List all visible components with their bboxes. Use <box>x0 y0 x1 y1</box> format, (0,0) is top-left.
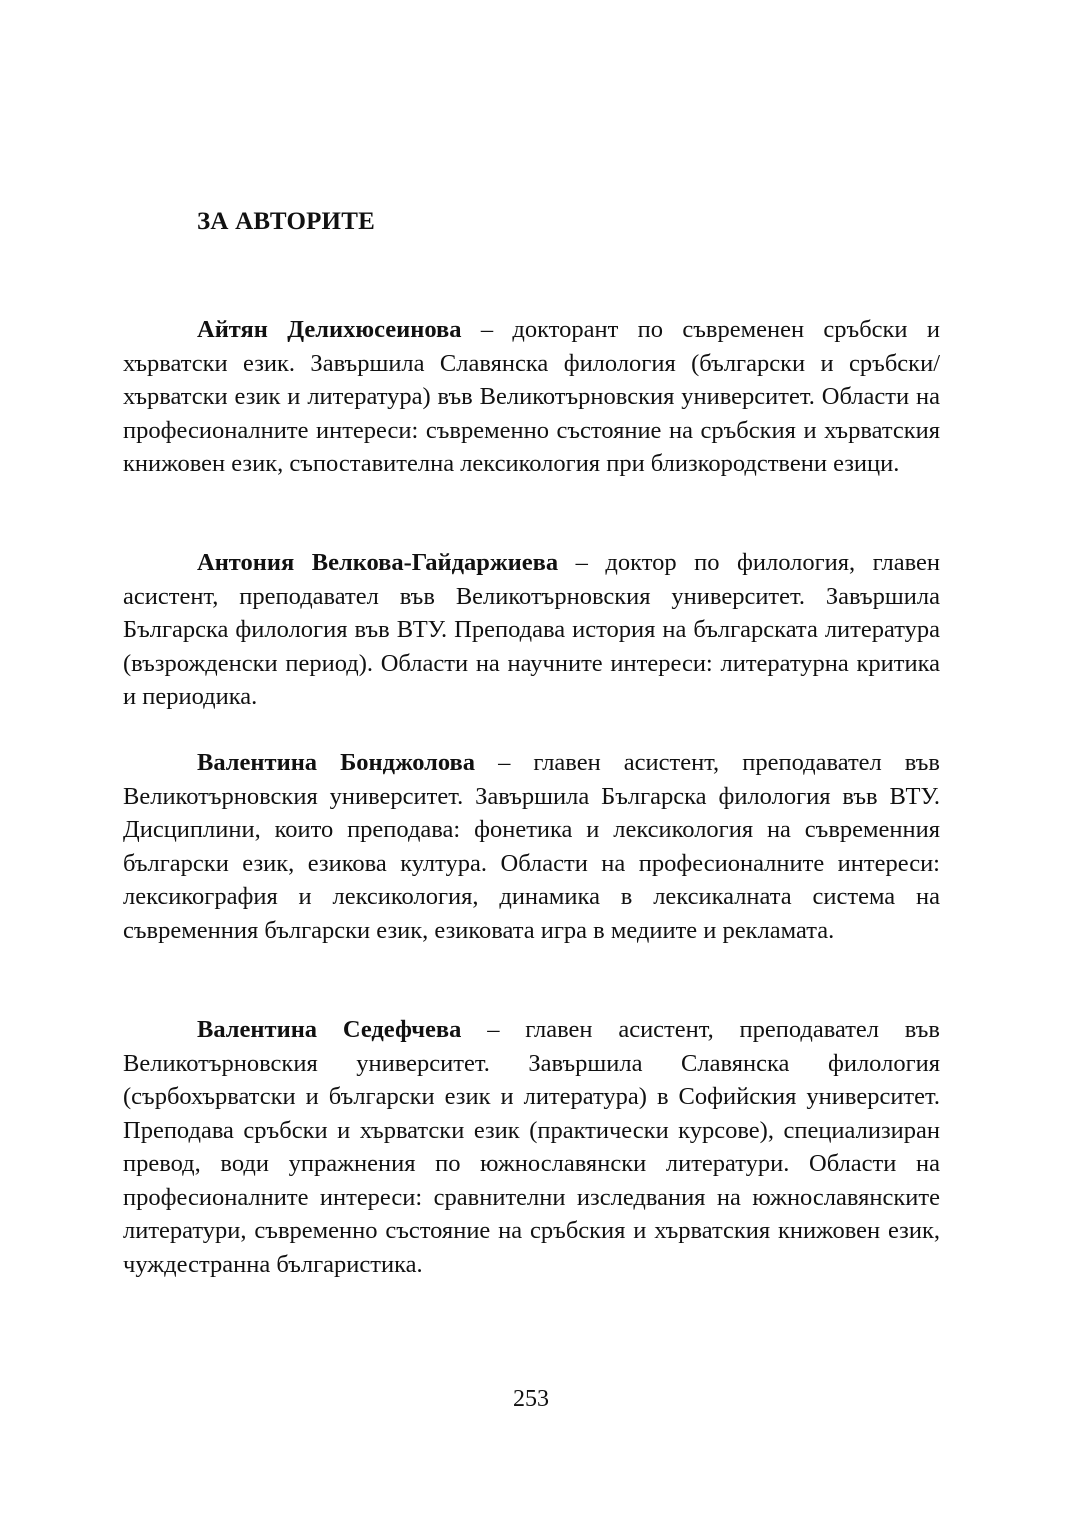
author-name: Валентина Бонджолова <box>197 749 476 776</box>
author-name: Антония Велкова-Гайдаржиева <box>197 549 559 576</box>
author-name: Айтян Делихюсеинова <box>197 316 462 343</box>
author-bio <box>123 546 940 714</box>
author-bio <box>123 746 940 947</box>
author-description: – главен асистент, преподавател във Великотърновския университет. Завършила Българска филология във ВТУ. Дисциплини, които преподава: фонетика и лексикология на съвременния български език, езикова култура. Области на професионалните интереси: лексикография и лексикология, динамика в лексикалната система на съвременния български език, езиковата игра в медиите и рекламата. <box>123 749 941 944</box>
author-name: Валентина Седефчева <box>197 1016 462 1043</box>
author-description: – главен асистент, преподавател във Великотърновския университет. Завършила Славянска филология (сърбохърватски и български език и литература) в Софийския университет. Преподава сръбски и хърватски език (практически курсове), специализиран превод, води упражнения по южнославянски литератури. Области на професионалните интереси: сравнителни изследвания на южнославянските литератури, съвременно състояние на сръбския и хърватския книжовен език, чуждестранна българистика. <box>123 1016 941 1278</box>
page-number: 253 <box>513 1386 549 1412</box>
author-bio <box>123 1013 940 1281</box>
page-heading: ЗА АВТОРИТЕ <box>197 208 375 235</box>
author-description: – докторант по съвременен сръбски и хърватски език. Завършила Славянска филология (български и сръбски/хърватски език и литература) във Великотърновския университет. Области на професионалните интереси: съвременно състояние на сръбския и хърватския книжовен език, съпоставителна лексикология при близкородствени езици. <box>123 316 941 477</box>
author-bio <box>123 313 940 481</box>
author-description: – доктор по филология, главен асистент, преподавател във Великотърновския университет. Завършила Българска филология във ВТУ. Преподава история на българската литература (възрожденски период). Области на научните интереси: литературна критика и периодика. <box>123 549 940 710</box>
